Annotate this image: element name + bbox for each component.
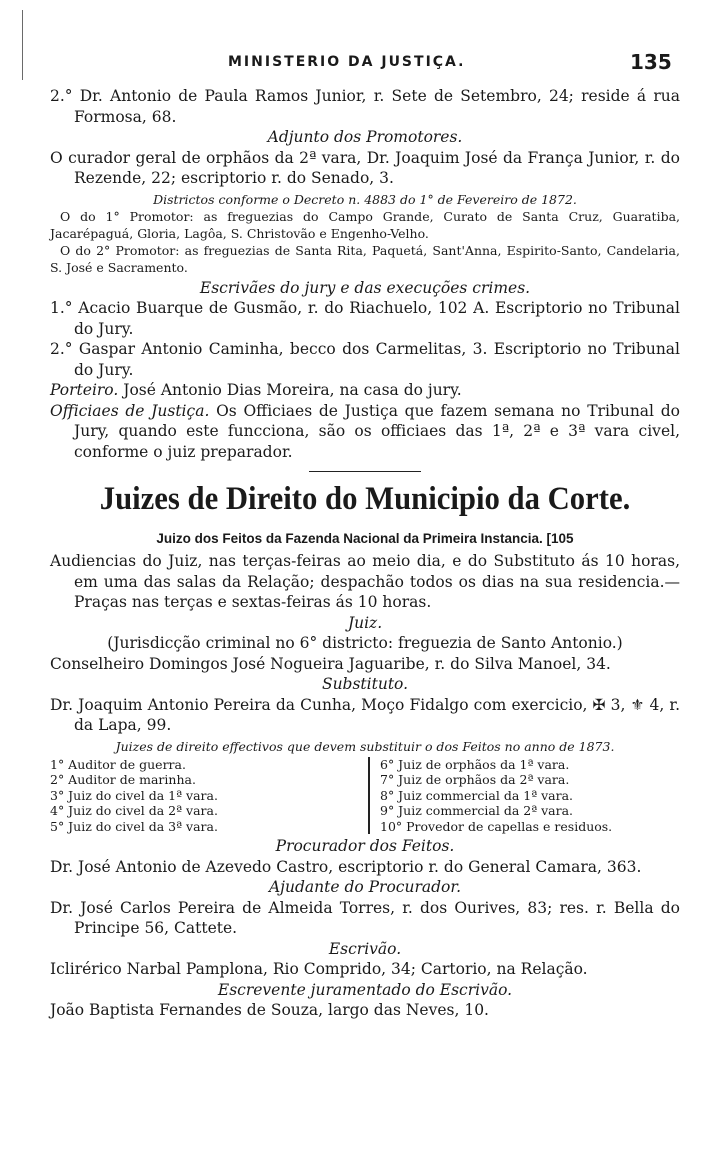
page-body	[50, 86, 680, 1021]
running-header	[0, 50, 714, 80]
escrevente-heading: Escrevente juramentado do Escrivão.	[217, 980, 513, 999]
escrivao-heading: Escrivão.	[328, 939, 402, 958]
districtos-heading: Districtos conforme o Decreto n. 4883 do 1° de Fevereiro de 1872.	[153, 191, 577, 207]
officiaes-text: Os Officiaes de Justiça que fazem semana no Tribunal do Jury, quando este funcciona, são os officiaes das 1ª, 2ª e 3ª vara civel, conforme o juiz preparador.	[74, 401, 680, 461]
main-title: Juizes de Direito do Municipio da Corte.	[99, 481, 631, 517]
escrivao2-entry: 2.° Gaspar Antonio Caminha, becco dos Carmelitas, 3. Escriptorio no Tribunal do Jury.	[50, 340, 680, 379]
promotor-entry: 2.° Dr. Antonio de Paula Ramos Junior, r. Sete de Setembro, 24; reside á rua Formosa, 68.	[50, 87, 680, 126]
list-item: 4° Juiz do civel da 2ª vara.	[50, 803, 218, 818]
substituto-entry: Dr. Joaquim Antonio Pereira da Cunha, Moço Fidalgo com exercicio, ✠ 3, ⚜ 4, r. da Lapa, 99.	[50, 695, 680, 734]
header-title: MINISTERIO DA JUSTIÇA.	[228, 54, 466, 70]
porteiro-label: Porteiro.	[50, 381, 119, 399]
list-item: 5° Juiz do civel da 3ª vara.	[50, 818, 218, 834]
procurador-entry: Dr. José Antonio de Azevedo Castro, escriptorio r. do General Camara, 363.	[50, 857, 642, 876]
conselheiro-entry: Conselheiro Domingos José Nogueira Jaguaribe, r. do Silva Manoel, 34.	[50, 654, 611, 673]
list-item: 2° Auditor de marinha.	[50, 772, 196, 787]
page-number: 135	[630, 50, 672, 74]
promotor2-district: O do 2° Promotor: as freguezias de Santa Rita, Paquetá, Sant'Anna, Espirito-Santo, Candelaria, S. José e Sacramento.	[50, 242, 680, 275]
promotor1-district: O do 1° Promotor: as freguezias do Campo Grande, Curato de Santa Cruz, Guaratiba, Jacarépaguá, Gloria, Lagôa, S. Christovão e Engenho-Velho.	[50, 208, 680, 241]
officiaes-label: Officiaes de Justiça.	[50, 401, 210, 420]
jurisdiccao-note: (Jurisdicção criminal no 6° districto: freguezia de Santo Antonio.)	[107, 634, 623, 652]
substituto-heading: Substituto.	[321, 675, 409, 693]
list-item: 8° Juiz commercial da 1ª vara.	[380, 787, 574, 803]
juiz-heading: Juiz.	[347, 613, 383, 632]
list-item: 9° Juiz commercial da 2ª vara.	[380, 803, 574, 818]
escrivao1-entry: 1.° Acacio Buarque de Gusmão, r. do Riachuelo, 102 A. Escriptorio no Tribunal do Jury.	[50, 299, 680, 338]
escrivao-entry: Iclirérico Narbal Pamplona, Rio Comprido, 34; Cartorio, na Relação.	[50, 960, 588, 978]
list-item: 10° Provedor de capellas e residuos.	[380, 818, 613, 834]
escrevente-entry: João Baptista Fernandes de Souza, largo das Neves, 10.	[50, 1001, 489, 1019]
judges-list	[50, 757, 680, 835]
officiaes-entry	[50, 401, 680, 463]
porteiro-text: José Antonio Dias Moreira, na casa do jury.	[123, 381, 462, 399]
escrivaes-heading: Escrivães do jury e das execuções crimes.	[199, 278, 531, 297]
juizo-heading: Juizo dos Feitos da Fazenda Nacional da Primeira Instancia. [105	[156, 531, 574, 546]
ajudante-entry: Dr. José Carlos Pereira de Almeida Torres, r. dos Ourives, 83; res. r. Bella do Principe 56, Cattete.	[50, 898, 680, 937]
list-item: 3° Juiz do civel da 1ª vara.	[50, 787, 218, 803]
list-item: 6° Juiz de orphãos da 1ª vara.	[380, 756, 570, 772]
porteiro-entry	[50, 380, 680, 401]
ajudante-heading: Ajudante do Procurador.	[268, 878, 461, 896]
audiencias-entry: Audiencias do Juiz, nas terças-feiras ao meio dia, e do Substituto ás 10 horas, em uma das salas da Relação; despachão todos os dias na sua residencia.— Praças nas terças e sextas-feiras ás 10 horas.	[50, 552, 680, 611]
section-divider	[309, 471, 421, 472]
list-item: 1° Auditor de guerra.	[50, 756, 186, 772]
adjunto-heading: Adjunto dos Promotores.	[267, 128, 463, 146]
effectivos-heading: Juizes de direito effectivos que devem substituir o dos Feitos no anno de 1873.	[115, 738, 615, 754]
judges-list-right	[368, 757, 680, 835]
procurador-heading: Procurador dos Feitos.	[275, 837, 455, 855]
list-item: 7° Juiz de orphãos da 2ª vara.	[380, 772, 570, 787]
judges-list-left	[50, 757, 368, 835]
curador-entry: O curador geral de orphãos da 2ª vara, Dr. Joaquim José da França Junior, r. do Rezende, 22; escriptorio r. do Senado, 3.	[50, 148, 680, 187]
